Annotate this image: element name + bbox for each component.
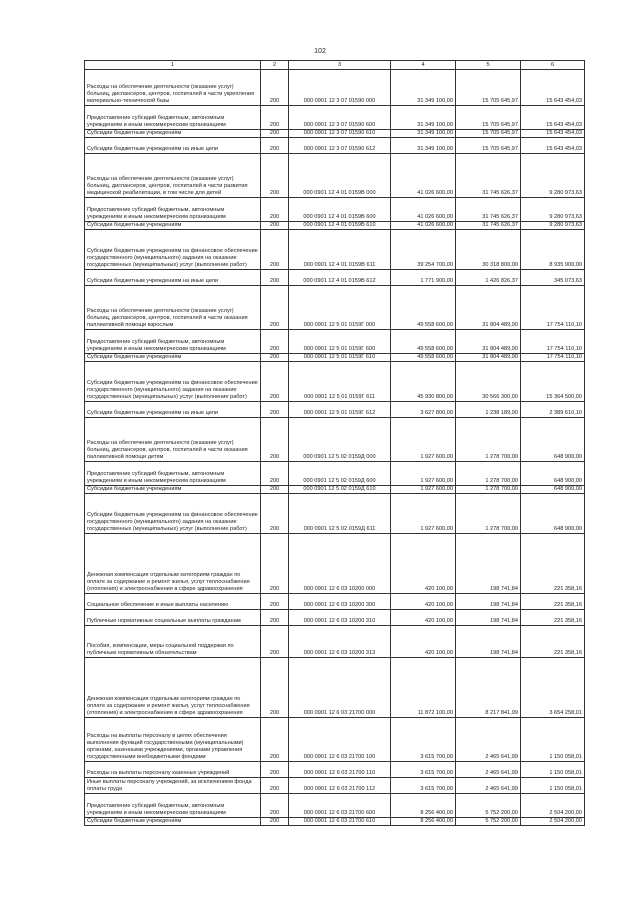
row-remaining-cell: 2 504 200,00 xyxy=(521,794,585,818)
row-approved-cell: 420 100,00 xyxy=(391,594,456,610)
row-approved-cell: 420 100,00 xyxy=(391,626,456,658)
table-row xyxy=(85,762,585,778)
row-name-cell: Расходы на выплаты персоналу казенных учреждений xyxy=(85,762,261,778)
row-code-cell: 200 xyxy=(261,138,289,154)
row-remaining-cell: 2 504 200,00 xyxy=(521,818,585,826)
row-executed-cell: 31 745 626,37 xyxy=(456,154,521,198)
row-code-cell: 200 xyxy=(261,658,289,718)
row-code-cell: 200 xyxy=(261,198,289,222)
row-remaining-cell: 17 754 110,10 xyxy=(521,330,585,354)
row-name-cell: Расходы на выплаты персоналу в целях обеспечения выполнения функций государственными (муниципальными) органами, казенными учреждениями, органами управления государственными внебюджетными фондами xyxy=(85,718,261,762)
row-approved-cell: 1 927 600,00 xyxy=(391,462,456,486)
table-row xyxy=(85,286,585,330)
row-executed-cell: 2 465 641,99 xyxy=(456,718,521,762)
header-cell: 1 xyxy=(85,61,261,70)
row-code-cell: 200 xyxy=(261,718,289,762)
row-name-cell: Денежная компенсация отдельным категориям граждан по оплате за содержание и ремонт жилья, услуг теплоснабжения (отопления) и электроснабжения в сфере здравоохранения xyxy=(85,658,261,718)
row-name-cell: Расходы на обеспечение деятельности (оказание услуг) больниц, диспансеров, центров, госпиталей в части оказания паллиативной помощи взрослым xyxy=(85,286,261,330)
header-cell: 3 xyxy=(289,61,391,70)
row-remaining-cell: 345 073,63 xyxy=(521,270,585,286)
row-executed-cell: 1 278 700,00 xyxy=(456,486,521,494)
row-approved-cell: 1 927 600,00 xyxy=(391,494,456,534)
row-code-cell: 200 xyxy=(261,818,289,826)
row-approved-cell: 49 558 600,00 xyxy=(391,286,456,330)
row-code-cell: 200 xyxy=(261,270,289,286)
row-remaining-cell: 15 643 454,03 xyxy=(521,138,585,154)
row-name-cell: Субсидии бюджетным учреждениям на иные цели xyxy=(85,138,261,154)
row-kbk-cell: 000 0901 12 6 03 21700 112 xyxy=(289,778,391,794)
row-name-cell: Расходы на обеспечение деятельности (оказание услуг) больниц, диспансеров, центров, госпиталей в части развития медицинской реабилитации, в том числе для детей xyxy=(85,154,261,198)
row-code-cell: 200 xyxy=(261,70,289,106)
row-name-cell: Субсидии бюджетным учреждениям на финансовое обеспечение государственного (муниципального) задания на оказание государственных (муниципальных) услуг (выполнение работ) xyxy=(85,494,261,534)
row-name-cell: Субсидии бюджетным учреждениям xyxy=(85,130,261,138)
row-kbk-cell: 000 0901 12 3 07 01590 600 xyxy=(289,106,391,130)
row-approved-cell: 31 349 100,00 xyxy=(391,70,456,106)
header-cell: 2 xyxy=(261,61,289,70)
row-remaining-cell: 648 900,00 xyxy=(521,494,585,534)
row-executed-cell: 198 741,84 xyxy=(456,534,521,594)
row-approved-cell: 11 872 100,00 xyxy=(391,658,456,718)
row-code-cell: 200 xyxy=(261,354,289,362)
row-executed-cell: 30 566 300,00 xyxy=(456,362,521,402)
row-kbk-cell: 000 0901 12 6 03 10200 300 xyxy=(289,594,391,610)
row-name-cell: Субсидии бюджетным учреждениям xyxy=(85,818,261,826)
row-name-cell: Субсидии бюджетным учреждениям xyxy=(85,486,261,494)
row-kbk-cell: 000 0901 12 3 07 01590 000 xyxy=(289,70,391,106)
row-code-cell: 200 xyxy=(261,230,289,270)
row-name-cell: Иные выплаты персоналу учреждений, за исключением фонда оплаты труда xyxy=(85,778,261,794)
row-kbk-cell: 000 0901 12 6 03 10200 313 xyxy=(289,626,391,658)
table-row xyxy=(85,106,585,130)
row-kbk-cell: 000 0901 12 4 01 0159В 612 xyxy=(289,270,391,286)
row-name-cell: Субсидии бюджетным учреждениям на финансовое обеспечение государственного (муниципального) задания на оказание государственных (муниципальных) услуг (выполнение работ) xyxy=(85,230,261,270)
row-executed-cell: 31 745 626,37 xyxy=(456,198,521,222)
row-executed-cell: 15 705 645,97 xyxy=(456,106,521,130)
row-code-cell: 200 xyxy=(261,794,289,818)
row-remaining-cell: 15 643 454,03 xyxy=(521,106,585,130)
table-row xyxy=(85,154,585,198)
table-row xyxy=(85,354,585,362)
table-row xyxy=(85,130,585,138)
row-code-cell: 200 xyxy=(261,330,289,354)
row-remaining-cell: 15 364 500,00 xyxy=(521,362,585,402)
table-row xyxy=(85,362,585,402)
row-kbk-cell: 000 0901 12 6 03 21700 100 xyxy=(289,718,391,762)
table-row xyxy=(85,330,585,354)
row-executed-cell: 2 465 641,99 xyxy=(456,778,521,794)
row-kbk-cell: 000 0901 12 5 01 0159Г 600 xyxy=(289,330,391,354)
header-cell: 5 xyxy=(456,61,521,70)
row-approved-cell: 31 349 100,00 xyxy=(391,106,456,130)
table-row xyxy=(85,794,585,818)
row-name-cell: Субсидии бюджетным учреждениям xyxy=(85,222,261,230)
row-executed-cell: 8 217 841,99 xyxy=(456,658,521,718)
table-header-row xyxy=(85,61,585,70)
table-row xyxy=(85,534,585,594)
row-kbk-cell: 000 0901 12 6 03 21700 610 xyxy=(289,818,391,826)
row-remaining-cell: 648 900,00 xyxy=(521,462,585,486)
row-executed-cell: 1 278 700,00 xyxy=(456,418,521,462)
row-executed-cell: 15 705 645,97 xyxy=(456,130,521,138)
row-approved-cell: 3 615 700,00 xyxy=(391,762,456,778)
table-row xyxy=(85,778,585,794)
row-kbk-cell: 000 0901 12 5 02 0159Д 600 xyxy=(289,462,391,486)
row-code-cell: 200 xyxy=(261,534,289,594)
row-approved-cell: 31 349 100,00 xyxy=(391,138,456,154)
row-kbk-cell: 000 0901 12 5 02 0159Д 611 xyxy=(289,494,391,534)
row-code-cell: 200 xyxy=(261,222,289,230)
row-remaining-cell: 8 935 900,00 xyxy=(521,230,585,270)
row-kbk-cell: 000 0901 12 5 01 0159Г 610 xyxy=(289,354,391,362)
row-approved-cell: 420 100,00 xyxy=(391,610,456,626)
row-name-cell: Предоставление субсидий бюджетным, автономным учреждениям и иным некоммерческим организациям xyxy=(85,330,261,354)
table-row xyxy=(85,138,585,154)
table-row xyxy=(85,70,585,106)
row-name-cell: Субсидии бюджетным учреждениям xyxy=(85,354,261,362)
row-executed-cell: 30 318 800,00 xyxy=(456,230,521,270)
row-kbk-cell: 000 0901 12 5 02 0159Д 000 xyxy=(289,418,391,462)
row-remaining-cell: 1 150 058,01 xyxy=(521,762,585,778)
row-name-cell: Социальное обеспечение и иные выплаты населению xyxy=(85,594,261,610)
row-name-cell: Субсидии бюджетным учреждениям на иные цели xyxy=(85,270,261,286)
row-approved-cell: 1 927 600,00 xyxy=(391,486,456,494)
header-cell: 4 xyxy=(391,61,456,70)
row-approved-cell: 1 771 900,00 xyxy=(391,270,456,286)
row-remaining-cell: 17 754 110,10 xyxy=(521,286,585,330)
row-approved-cell: 3 627 800,00 xyxy=(391,402,456,418)
row-remaining-cell: 221 358,16 xyxy=(521,534,585,594)
row-executed-cell: 31 745 626,37 xyxy=(456,222,521,230)
row-executed-cell: 1 278 700,00 xyxy=(456,462,521,486)
table-row xyxy=(85,230,585,270)
row-kbk-cell: 000 0901 12 6 03 21700 000 xyxy=(289,658,391,718)
row-code-cell: 200 xyxy=(261,610,289,626)
row-remaining-cell: 9 280 973,63 xyxy=(521,222,585,230)
row-code-cell: 200 xyxy=(261,486,289,494)
table-row xyxy=(85,418,585,462)
row-kbk-cell: 000 0901 12 6 03 21700 600 xyxy=(289,794,391,818)
row-remaining-cell: 15 643 454,03 xyxy=(521,70,585,106)
table-row xyxy=(85,198,585,222)
row-approved-cell: 8 256 400,00 xyxy=(391,818,456,826)
table-row xyxy=(85,222,585,230)
row-code-cell: 200 xyxy=(261,362,289,402)
row-remaining-cell: 221 358,16 xyxy=(521,610,585,626)
table-row xyxy=(85,494,585,534)
row-name-cell: Предоставление субсидий бюджетным, автономным учреждениям и иным некоммерческим организациям xyxy=(85,794,261,818)
table-row xyxy=(85,718,585,762)
row-executed-cell: 31 804 489,90 xyxy=(456,330,521,354)
table-row xyxy=(85,610,585,626)
row-code-cell: 200 xyxy=(261,762,289,778)
row-name-cell: Предоставление субсидий бюджетным, автономным учреждениям и иным некоммерческим организациям xyxy=(85,462,261,486)
row-approved-cell: 45 930 800,00 xyxy=(391,362,456,402)
table-row xyxy=(85,402,585,418)
table-row xyxy=(85,658,585,718)
row-name-cell: Предоставление субсидий бюджетным, автономным учреждениям и иным некоммерческим организациям xyxy=(85,106,261,130)
row-kbk-cell: 000 0901 12 4 01 0159В 611 xyxy=(289,230,391,270)
row-remaining-cell: 648 900,00 xyxy=(521,486,585,494)
row-executed-cell: 1 426 826,37 xyxy=(456,270,521,286)
row-code-cell: 200 xyxy=(261,418,289,462)
row-approved-cell: 41 026 600,00 xyxy=(391,154,456,198)
row-executed-cell: 1 238 189,90 xyxy=(456,402,521,418)
row-executed-cell: 1 278 700,00 xyxy=(456,494,521,534)
row-name-cell: Денежная компенсация отдельным категориям граждан по оплате за содержание и ремонт жилья, услуг теплоснабжения (отопления) и электроснабжения в сфере здравоохранения xyxy=(85,534,261,594)
row-code-cell: 200 xyxy=(261,778,289,794)
row-kbk-cell: 000 0901 12 6 03 10200 000 xyxy=(289,534,391,594)
row-kbk-cell: 000 0901 12 4 01 0159В 000 xyxy=(289,154,391,198)
row-approved-cell: 31 349 100,00 xyxy=(391,130,456,138)
table-row xyxy=(85,486,585,494)
row-code-cell: 200 xyxy=(261,594,289,610)
row-remaining-cell: 2 389 610,10 xyxy=(521,402,585,418)
row-approved-cell: 8 256 400,00 xyxy=(391,794,456,818)
row-remaining-cell: 221 358,16 xyxy=(521,626,585,658)
row-name-cell: Публичные нормативные социальные выплаты гражданам xyxy=(85,610,261,626)
row-kbk-cell: 000 0901 12 4 01 0159В 610 xyxy=(289,222,391,230)
row-executed-cell: 15 705 645,97 xyxy=(456,138,521,154)
row-remaining-cell: 3 654 258,01 xyxy=(521,658,585,718)
row-kbk-cell: 000 0901 12 3 07 01590 612 xyxy=(289,138,391,154)
row-approved-cell: 41 026 600,00 xyxy=(391,222,456,230)
row-approved-cell: 49 558 600,00 xyxy=(391,330,456,354)
row-approved-cell: 41 026 600,00 xyxy=(391,198,456,222)
row-executed-cell: 5 752 200,00 xyxy=(456,818,521,826)
row-executed-cell: 15 705 645,97 xyxy=(456,70,521,106)
row-code-cell: 200 xyxy=(261,462,289,486)
table-row xyxy=(85,462,585,486)
row-remaining-cell: 9 280 973,63 xyxy=(521,198,585,222)
row-remaining-cell: 1 150 058,01 xyxy=(521,778,585,794)
row-remaining-cell: 221 358,16 xyxy=(521,594,585,610)
row-code-cell: 200 xyxy=(261,626,289,658)
page-number: 102 xyxy=(314,48,326,55)
row-approved-cell: 420 100,00 xyxy=(391,534,456,594)
row-code-cell: 200 xyxy=(261,154,289,198)
row-name-cell: Расходы на обеспечение деятельности (оказание услуг) больниц, диспансеров, центров, госпиталей в части оказания паллиативной помощи детям xyxy=(85,418,261,462)
row-approved-cell: 3 615 700,00 xyxy=(391,778,456,794)
row-name-cell: Расходы на обеспечение деятельности (оказание услуг) больниц, диспансеров, центров, госпиталей в части укрепления материально-технической базы xyxy=(85,70,261,106)
row-kbk-cell: 000 0901 12 4 01 0159В 600 xyxy=(289,198,391,222)
row-kbk-cell: 000 0901 12 5 01 0159Г 612 xyxy=(289,402,391,418)
row-executed-cell: 31 804 489,90 xyxy=(456,286,521,330)
table-row xyxy=(85,818,585,826)
row-code-cell: 200 xyxy=(261,402,289,418)
row-remaining-cell: 15 643 454,03 xyxy=(521,130,585,138)
row-name-cell: Пособия, компенсации, меры социальной поддержки по публичным нормативным обязательствам xyxy=(85,626,261,658)
row-remaining-cell: 648 900,00 xyxy=(521,418,585,462)
row-executed-cell: 198 741,84 xyxy=(456,626,521,658)
row-remaining-cell: 17 754 110,10 xyxy=(521,354,585,362)
table-row xyxy=(85,626,585,658)
table-row xyxy=(85,270,585,286)
row-approved-cell: 39 254 700,00 xyxy=(391,230,456,270)
row-name-cell: Субсидии бюджетным учреждениям на финансовое обеспечение государственного (муниципального) задания на оказание государственных (муниципальных) услуг (выполнение работ) xyxy=(85,362,261,402)
row-kbk-cell: 000 0901 12 3 07 01590 610 xyxy=(289,130,391,138)
row-name-cell: Предоставление субсидий бюджетным, автономным учреждениям и иным некоммерческим организациям xyxy=(85,198,261,222)
row-executed-cell: 198 741,84 xyxy=(456,610,521,626)
row-kbk-cell: 000 0901 12 6 03 21700 110 xyxy=(289,762,391,778)
row-name-cell: Субсидии бюджетным учреждениям на иные цели xyxy=(85,402,261,418)
row-executed-cell: 2 465 641,99 xyxy=(456,762,521,778)
row-remaining-cell: 9 280 973,63 xyxy=(521,154,585,198)
row-code-cell: 200 xyxy=(261,286,289,330)
row-code-cell: 200 xyxy=(261,106,289,130)
budget-table xyxy=(84,60,585,826)
row-approved-cell: 49 558 600,00 xyxy=(391,354,456,362)
row-executed-cell: 5 752 200,00 xyxy=(456,794,521,818)
row-executed-cell: 198 741,84 xyxy=(456,594,521,610)
row-approved-cell: 1 927 600,00 xyxy=(391,418,456,462)
header-cell: 6 xyxy=(521,61,585,70)
row-approved-cell: 3 615 700,00 xyxy=(391,718,456,762)
table-row xyxy=(85,594,585,610)
row-executed-cell: 31 804 489,90 xyxy=(456,354,521,362)
row-kbk-cell: 000 0901 12 5 02 0159Д 610 xyxy=(289,486,391,494)
row-code-cell: 200 xyxy=(261,494,289,534)
row-kbk-cell: 000 0901 12 5 01 0159Г 000 xyxy=(289,286,391,330)
row-kbk-cell: 000 0901 12 5 01 0159Г 611 xyxy=(289,362,391,402)
row-code-cell: 200 xyxy=(261,130,289,138)
row-remaining-cell: 1 150 058,01 xyxy=(521,718,585,762)
row-kbk-cell: 000 0901 12 6 03 10200 310 xyxy=(289,610,391,626)
